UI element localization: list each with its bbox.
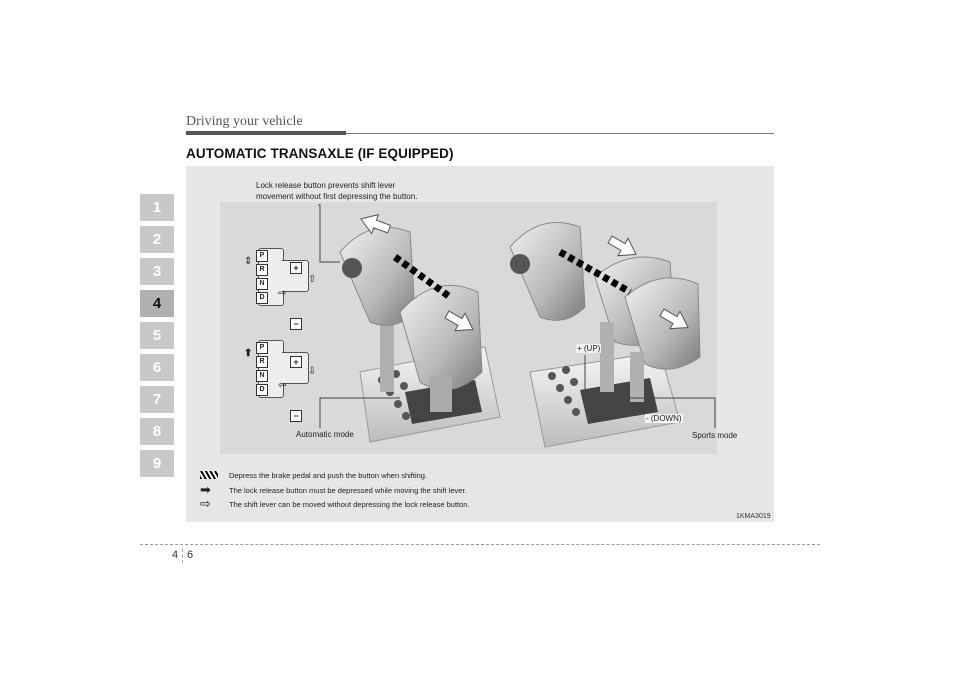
arrow-right-icon: ⇨ bbox=[278, 288, 287, 299]
chapter-tab-5[interactable]: 5 bbox=[140, 322, 174, 349]
gate-diagram-bottom bbox=[242, 340, 322, 430]
minus-icon: − bbox=[290, 318, 302, 330]
gate-r: R bbox=[256, 264, 268, 276]
outline-arrow-icon: ⇨ bbox=[200, 496, 211, 511]
figure-code: 1KMA3019 bbox=[736, 513, 771, 520]
chapter-tab-3[interactable]: 3 bbox=[140, 258, 174, 285]
gate-n: N bbox=[256, 370, 268, 382]
solid-arrow-icon: ➡ bbox=[200, 482, 211, 497]
section-title: AUTOMATIC TRANSAXLE (IF EQUIPPED) bbox=[186, 146, 454, 161]
gate-p: P bbox=[256, 250, 268, 262]
gate-diagram-top bbox=[242, 248, 322, 338]
chapter-number: 4 bbox=[172, 549, 179, 561]
gate-r: R bbox=[256, 356, 268, 368]
page-separator bbox=[182, 549, 183, 563]
lock-callout-line-2: movement without first depressing the button. bbox=[256, 192, 418, 201]
running-header: Driving your vehicle bbox=[186, 114, 303, 129]
chapter-tab-8[interactable]: 8 bbox=[140, 418, 174, 445]
minus-icon: − bbox=[290, 410, 302, 422]
chapter-tab-4[interactable]: 4 bbox=[140, 290, 174, 317]
gate-p: P bbox=[256, 342, 268, 354]
lock-callout-line-1: Lock release button prevents shift lever bbox=[256, 181, 396, 190]
arrow-down-icon: ⇩ bbox=[308, 366, 317, 377]
up-label: + (UP) bbox=[577, 344, 601, 353]
chapter-tab-7[interactable]: 7 bbox=[140, 386, 174, 413]
chapter-tab-2[interactable]: 2 bbox=[140, 226, 174, 253]
footer-rule bbox=[140, 544, 820, 545]
gate-d: D bbox=[256, 292, 268, 304]
arrow-left-icon: ⇦ bbox=[278, 380, 287, 391]
legend-item-3: The shift lever can be moved without depressing the lock release button. bbox=[229, 500, 470, 509]
arrow-up-icon: ⬆ bbox=[244, 348, 253, 359]
gate-d: D bbox=[256, 384, 268, 396]
legend-item-2: The lock release button must be depressed while moving the shift lever. bbox=[229, 486, 467, 495]
chapter-tab-1[interactable]: 1 bbox=[140, 194, 174, 221]
chapter-tab-6[interactable]: 6 bbox=[140, 354, 174, 381]
automatic-mode-label: Automatic mode bbox=[296, 430, 354, 439]
sports-mode-label: Sports mode bbox=[692, 431, 738, 440]
legend-item-1: Depress the brake pedal and push the button when shifting. bbox=[229, 471, 428, 480]
gate-n: N bbox=[256, 278, 268, 290]
hatched-arrow-icon bbox=[200, 471, 218, 479]
plus-icon: + bbox=[290, 262, 302, 274]
arrow-up-icon: ⇧ bbox=[308, 274, 317, 285]
down-label: - (DOWN) bbox=[646, 414, 682, 423]
chapter-tab-9[interactable]: 9 bbox=[140, 450, 174, 477]
arrow-up-down-icon: ⇕ bbox=[244, 256, 253, 267]
page-number: 6 bbox=[187, 549, 194, 561]
plus-icon: + bbox=[290, 356, 302, 368]
